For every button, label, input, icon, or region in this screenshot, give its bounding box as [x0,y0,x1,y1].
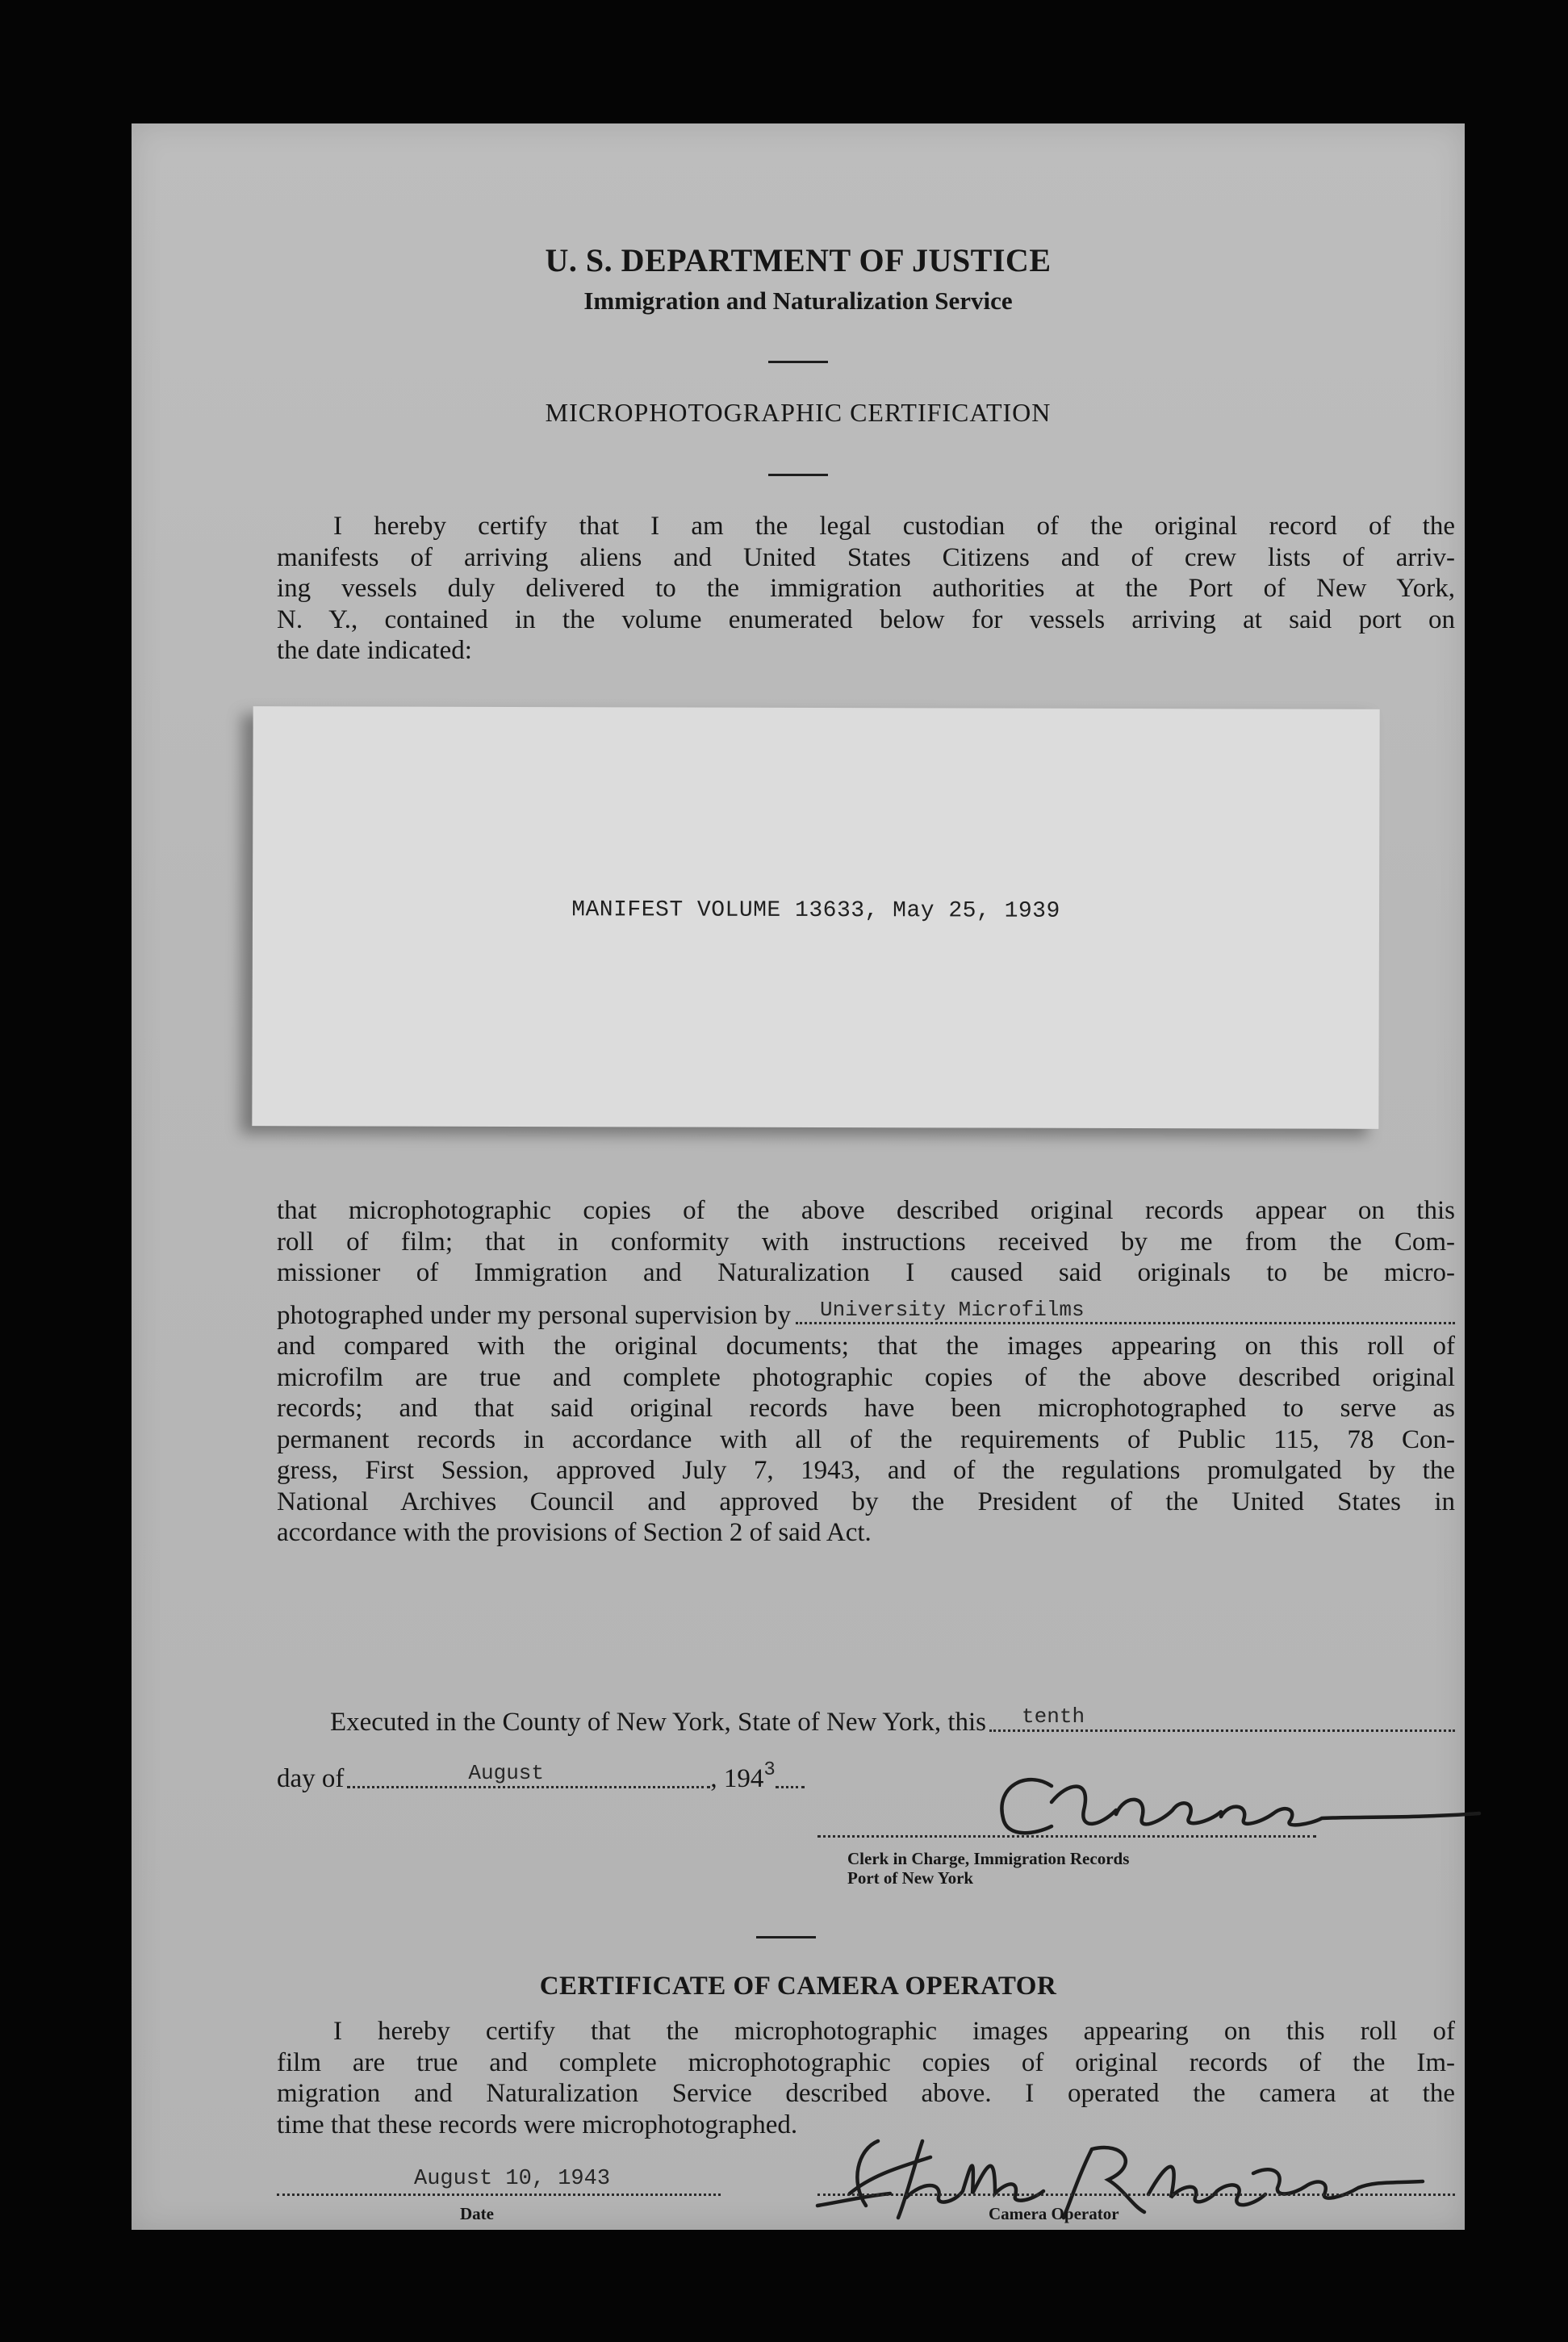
supervision-prefix: photographed under my personal supervision by [277,1300,791,1330]
divider-rule [756,1936,816,1938]
execution-prefix: Executed in the County of New York, State of New York, this [330,1708,987,1737]
execution-line [330,1704,1455,1738]
body-line: records; and that said original records have been microphotographed to serve as [277,1394,1455,1423]
date-fill-line [277,2194,721,2196]
divider-rule [768,361,828,363]
day-of-line [277,1759,874,1795]
clerk-title: Clerk in Charge, Immigration Records [847,1849,1130,1868]
intro-line: ing vessels duly delivered to the immigration authorities at the Port of New York, [277,574,1455,603]
camera-line: I hereby certify that the microphotographic images appearing on this roll of [333,2017,1455,2046]
body-line: permanent records in accordance with all of the requirements of Public 115, 78 Con- [277,1424,1455,1454]
body-line: gress, First Session, approved July 7, 1943, and of the regulations promulgated by the [277,1456,1455,1485]
manifest-volume-text: MANIFEST VOLUME 13633, May 25, 1939 [571,897,1060,924]
body-line: missioner of Immigration and Naturalization I caused said originals to be micro- [277,1258,1455,1287]
certification-title: MICROPHOTOGRAPHIC CERTIFICATION [545,398,1052,427]
execution-day-value: tenth [1022,1704,1085,1729]
operator-signature-icon [801,2117,1447,2230]
camera-line: time that these records were microphotographed. [277,2110,798,2139]
operator-label: Camera Operator [989,2204,1119,2223]
body-paragraph [277,1195,1455,1549]
service-heading: Immigration and Naturalization Service [583,286,1013,315]
intro-paragraph [277,511,1455,667]
clerk-signature-line [817,1835,1316,1838]
execution-month-value: August [468,1761,545,1785]
body-line: and compared with the original documents; that the images appearing on this roll of [277,1332,1455,1361]
clerk-port: Port of New York [847,1868,974,1888]
year-digit: 3 [763,1759,776,1781]
intro-line: N. Y., contained in the volume enumerated below for vessels arriving at said port on [277,604,1455,634]
body-line: National Archives Council and approved by the President of the United States in [277,1487,1455,1516]
body-line: microfilm are true and complete photographic copies of the above described original [277,1362,1455,1392]
manifest-slip [252,706,1379,1129]
day-fill-line [989,1704,1455,1732]
supervision-value: University Microfilms [819,1297,1085,1322]
intro-line: I hereby certify that I am the legal custodian of the original record of the [333,512,1455,541]
camera-certificate-title: CERTIFICATE OF CAMERA OPERATOR [539,1972,1057,2001]
supervision-line [277,1297,1455,1332]
camera-line: migration and Naturalization Service described above. I operated the camera at the [277,2079,1455,2108]
operator-signature-line [817,2194,1455,2196]
intro-line: the date indicated: [277,636,472,665]
body-line: that microphotographic copies of the above described original records appear on this [277,1196,1455,1225]
date-label: Date [460,2204,494,2223]
camera-line: film are true and complete microphotographic copies of original records of the Im- [277,2047,1455,2077]
intro-line: manifests of arriving aliens and United States Citizens and of crew lists of arriv- [277,542,1455,572]
body-line: roll of film; that in conformity with instructions received by me from the Com- [277,1227,1455,1257]
department-heading: U. S. DEPARTMENT OF JUSTICE [545,242,1052,278]
month-fill-line [347,1761,710,1788]
day-of-label: day of [277,1764,345,1793]
body-line: accordance with the provisions of Section 2 of said Act. [277,1518,872,1547]
divider-rule [768,474,828,476]
supervision-fill-line [796,1297,1455,1324]
camera-date-value: August 10, 1943 [414,2167,611,2191]
year-fill-line [776,1778,805,1788]
certificate-page [132,123,1465,2230]
year-prefix: , 194 [710,1764,764,1793]
